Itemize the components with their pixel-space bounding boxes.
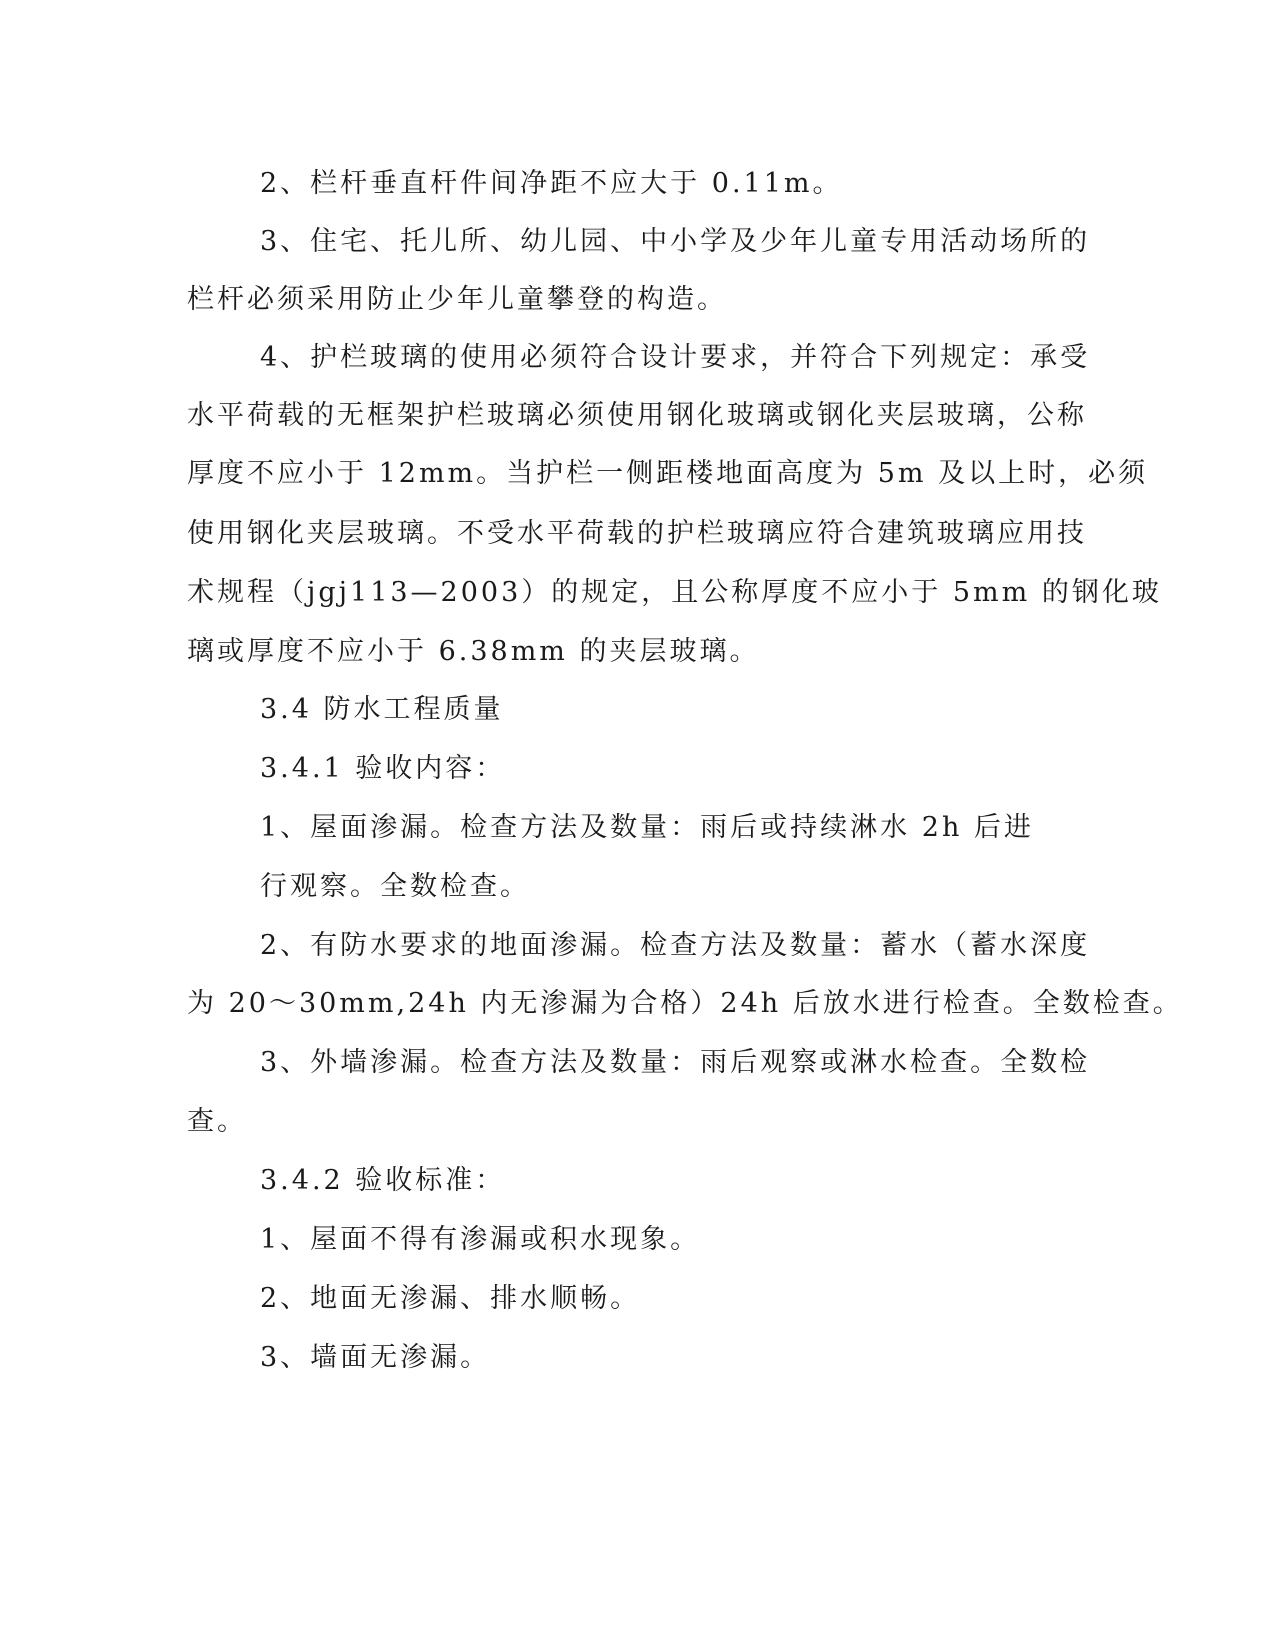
text-line: 为 20～30mm,24h 内无渗漏为合格）24h 后放水进行检查。全数检查。 — [187, 988, 1183, 1019]
text-line: 2、栏杆垂直杆件间净距不应大于 0.11m。 — [260, 168, 843, 199]
text-line: 行观察。全数检查。 — [260, 871, 530, 902]
text-line: 厚度不应小于 12mm。当护栏一侧距楼地面高度为 5m 及以上时，必须 — [187, 458, 1149, 489]
text-line: 2、有防水要求的地面渗漏。检查方法及数量：蓄水（蓄水深度 — [260, 930, 1091, 961]
section-heading: 3.4 防水工程质量 — [260, 694, 504, 725]
text-line: 3、外墙渗漏。检查方法及数量：雨后观察或淋水检查。全数检 — [260, 1047, 1091, 1078]
text-line: 术规程（jgj113—2003）的规定，且公称厚度不应小于 5mm 的钢化玻 — [187, 577, 1162, 608]
text-line: 栏杆必须采用防止少年儿童攀登的构造。 — [187, 284, 727, 315]
subsection-heading: 3.4.2 验收标准： — [260, 1165, 506, 1196]
text-line: 璃或厚度不应小于 6.38mm 的夹层玻璃。 — [187, 636, 760, 667]
text-line: 3、墙面无渗漏。 — [260, 1342, 491, 1373]
text-line: 3、住宅、托儿所、幼儿园、中小学及少年儿童专用活动场所的 — [260, 226, 1091, 257]
text-line: 2、地面无渗漏、排水顺畅。 — [260, 1283, 641, 1314]
text-line: 1、屋面渗漏。检查方法及数量：雨后或持续淋水 2h 后进 — [260, 812, 1034, 843]
text-line: 1、屋面不得有渗漏或积水现象。 — [260, 1224, 701, 1255]
text-line: 水平荷载的无框架护栏玻璃必须使用钢化玻璃或钢化夹层玻璃，公称 — [187, 400, 1087, 431]
text-line: 4、护栏玻璃的使用必须符合设计要求，并符合下列规定：承受 — [260, 342, 1091, 373]
subsection-heading: 3.4.1 验收内容： — [260, 753, 506, 784]
text-line: 查。 — [187, 1106, 247, 1137]
text-line: 使用钢化夹层玻璃。不受水平荷载的护栏玻璃应符合建筑玻璃应用技 — [187, 518, 1087, 549]
